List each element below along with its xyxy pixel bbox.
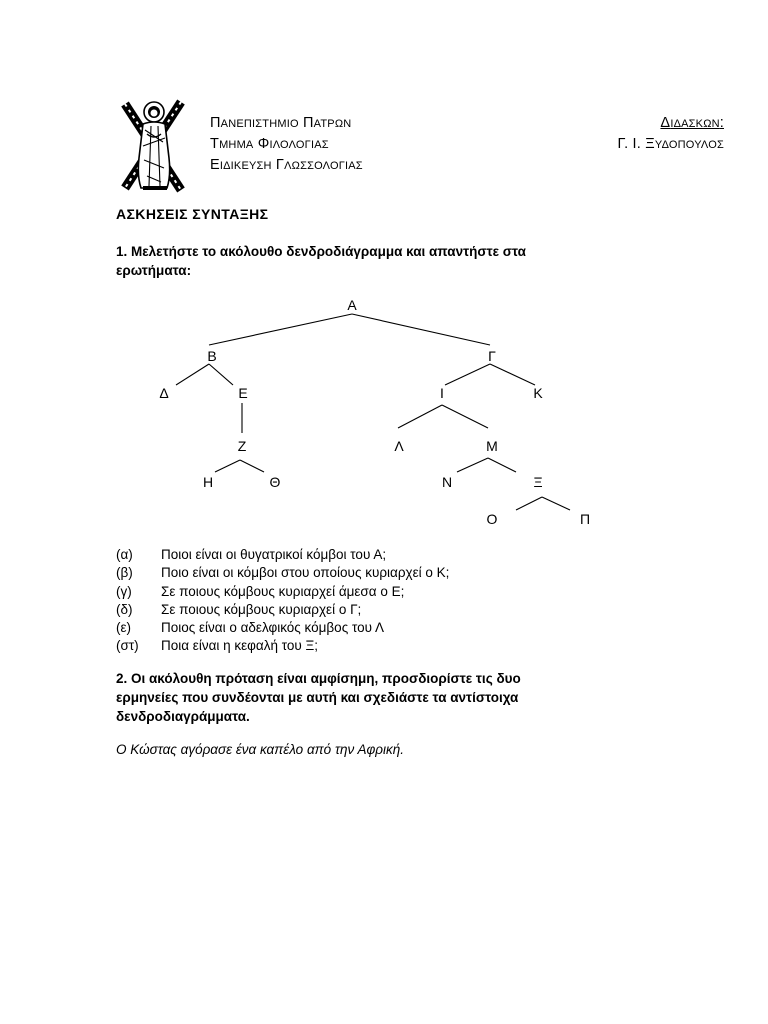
tree-node-iota: Ι xyxy=(440,385,444,401)
header-department-line xyxy=(210,134,363,155)
edge-x-o xyxy=(516,497,542,510)
sub-question-label: (ε) xyxy=(116,620,132,636)
edge-g-i xyxy=(445,364,490,385)
example-sentence: Ο Κώστας αγόρασε ένα καπέλο από την Αφρική. xyxy=(116,742,405,757)
question-2-line: 2. Οι ακόλουθη πρόταση είναι αμφίσημη, προσδιορίστε τις δυο xyxy=(116,671,521,686)
header-institution xyxy=(210,113,363,176)
header-instructor-name xyxy=(617,134,724,155)
question-2 xyxy=(116,669,521,726)
tree-node-alpha: Α xyxy=(347,297,357,313)
sub-question-label: (στ) xyxy=(116,638,139,654)
page-title: ΑΣΚΗΣΕΙΣ ΣΥΝΤΑΞΗΣ xyxy=(116,206,269,222)
question-1-line: ερωτήματα: xyxy=(116,263,192,278)
edge-i-l xyxy=(398,405,442,428)
header-text-part: Π xyxy=(210,115,221,131)
edge-a-g xyxy=(352,314,490,345)
sub-question-text: Σε ποιους κόμβους κυριαρχεί άμεσα ο Ε; xyxy=(161,583,405,599)
tree-node-pi: Π xyxy=(579,511,591,527)
tree-node-delta: Δ xyxy=(159,385,169,401)
edge-z-h xyxy=(215,460,240,472)
header-university-line xyxy=(210,113,363,134)
tree-node-omicron: Ο xyxy=(486,511,498,527)
header-text-part: ΙΔΑΣΚΩΝ xyxy=(670,118,720,130)
tree-node-epsilon: Ε xyxy=(238,385,248,401)
header-text-part: ΑΤΡΩΝ xyxy=(313,118,352,130)
header-text-part: Φ xyxy=(253,136,270,152)
sub-question-label: (β) xyxy=(116,565,133,581)
sub-question-text: Σε ποιους κόμβους κυριαρχεί ο Γ; xyxy=(161,601,362,617)
header-text-part: ΙΛΟΛΟΓΙΑΣ xyxy=(269,139,329,151)
header-specialization-line xyxy=(210,155,363,176)
question-2-line: ερμηνείες που συνδέονται με αυτή και σχεδιάστε τα αντίστοιχα xyxy=(116,690,519,705)
tree-node-kappa: Κ xyxy=(533,385,543,401)
header-text-part: : xyxy=(719,115,724,131)
question-2-line: δενδροδιαγράμματα. xyxy=(116,709,250,724)
tree-node-mu: Μ xyxy=(486,438,498,454)
edge-a-b xyxy=(209,314,352,345)
tree-node-gamma: Γ xyxy=(488,348,496,364)
edge-b-e xyxy=(209,364,233,385)
header-text-part: Π xyxy=(298,115,314,131)
tree-node-eta: Η xyxy=(202,474,214,490)
question-1-line: 1. Μελετήστε το ακόλουθο δενδροδιάγραμμα και απαντήστε στα xyxy=(116,244,526,259)
sub-question-text: Ποιοι είναι οι θυγατρικοί κόμβοι του Α; xyxy=(161,547,387,562)
sub-question xyxy=(116,583,636,601)
edge-z-th xyxy=(240,460,264,472)
sub-question xyxy=(116,619,636,637)
sub-question xyxy=(116,564,636,582)
header-text-part: ΛΩΣΣΟΛΟΓΙΑΣ xyxy=(284,160,363,172)
header-text-part: ΜΗΜΑ xyxy=(219,139,254,151)
edge-m-n xyxy=(457,458,488,472)
tree-node-lambda: Λ xyxy=(394,438,404,454)
header-text-part: Γ. Ι. Ξ xyxy=(617,136,655,152)
sub-question-label: (α) xyxy=(116,547,133,562)
tree-node-theta: Θ xyxy=(269,474,281,490)
edge-m-x xyxy=(488,458,516,472)
edge-i-m xyxy=(442,405,488,428)
tree-node-xi: Ξ xyxy=(533,474,543,490)
question-1 xyxy=(116,242,526,280)
header-text-part: Δ xyxy=(660,115,671,131)
header-text-part: Τ xyxy=(210,136,220,152)
sub-question-list xyxy=(116,546,636,656)
header-text-part: Γ xyxy=(271,157,285,173)
sub-question xyxy=(116,637,636,655)
header-instructor xyxy=(617,113,724,155)
edge-g-k xyxy=(490,364,535,385)
sub-question xyxy=(116,601,636,619)
sub-question-label: (δ) xyxy=(116,601,133,617)
header-instructor-label xyxy=(617,113,724,134)
header-text-part: ΑΝΕΠΙΣΤΗΜΙΟ xyxy=(220,118,299,130)
tree-node-zeta: Ζ xyxy=(237,438,247,454)
edge-b-d xyxy=(176,364,209,385)
sub-question-text: Ποιο είναι οι κόμβοι στου οποίους κυριαρχεί ο Κ; xyxy=(161,565,450,581)
sub-question-label: (γ) xyxy=(116,583,132,599)
edge-x-p xyxy=(542,497,570,510)
sub-question-text: Ποιος είναι ο αδελφικός κόμβος του Λ xyxy=(161,620,385,636)
header-text-part: ΙΔΙΚΕΥΣΗ xyxy=(219,160,272,172)
sub-question xyxy=(116,546,636,564)
tree-node-nu: Ν xyxy=(441,474,453,490)
header-text-part: ΥΔΟΠΟΥΛΟΣ xyxy=(654,139,724,151)
header-text-part: Ε xyxy=(210,157,220,173)
tree-node-beta: Β xyxy=(207,348,217,364)
sub-question-text: Ποια είναι η κεφαλή του Ξ; xyxy=(161,638,319,654)
